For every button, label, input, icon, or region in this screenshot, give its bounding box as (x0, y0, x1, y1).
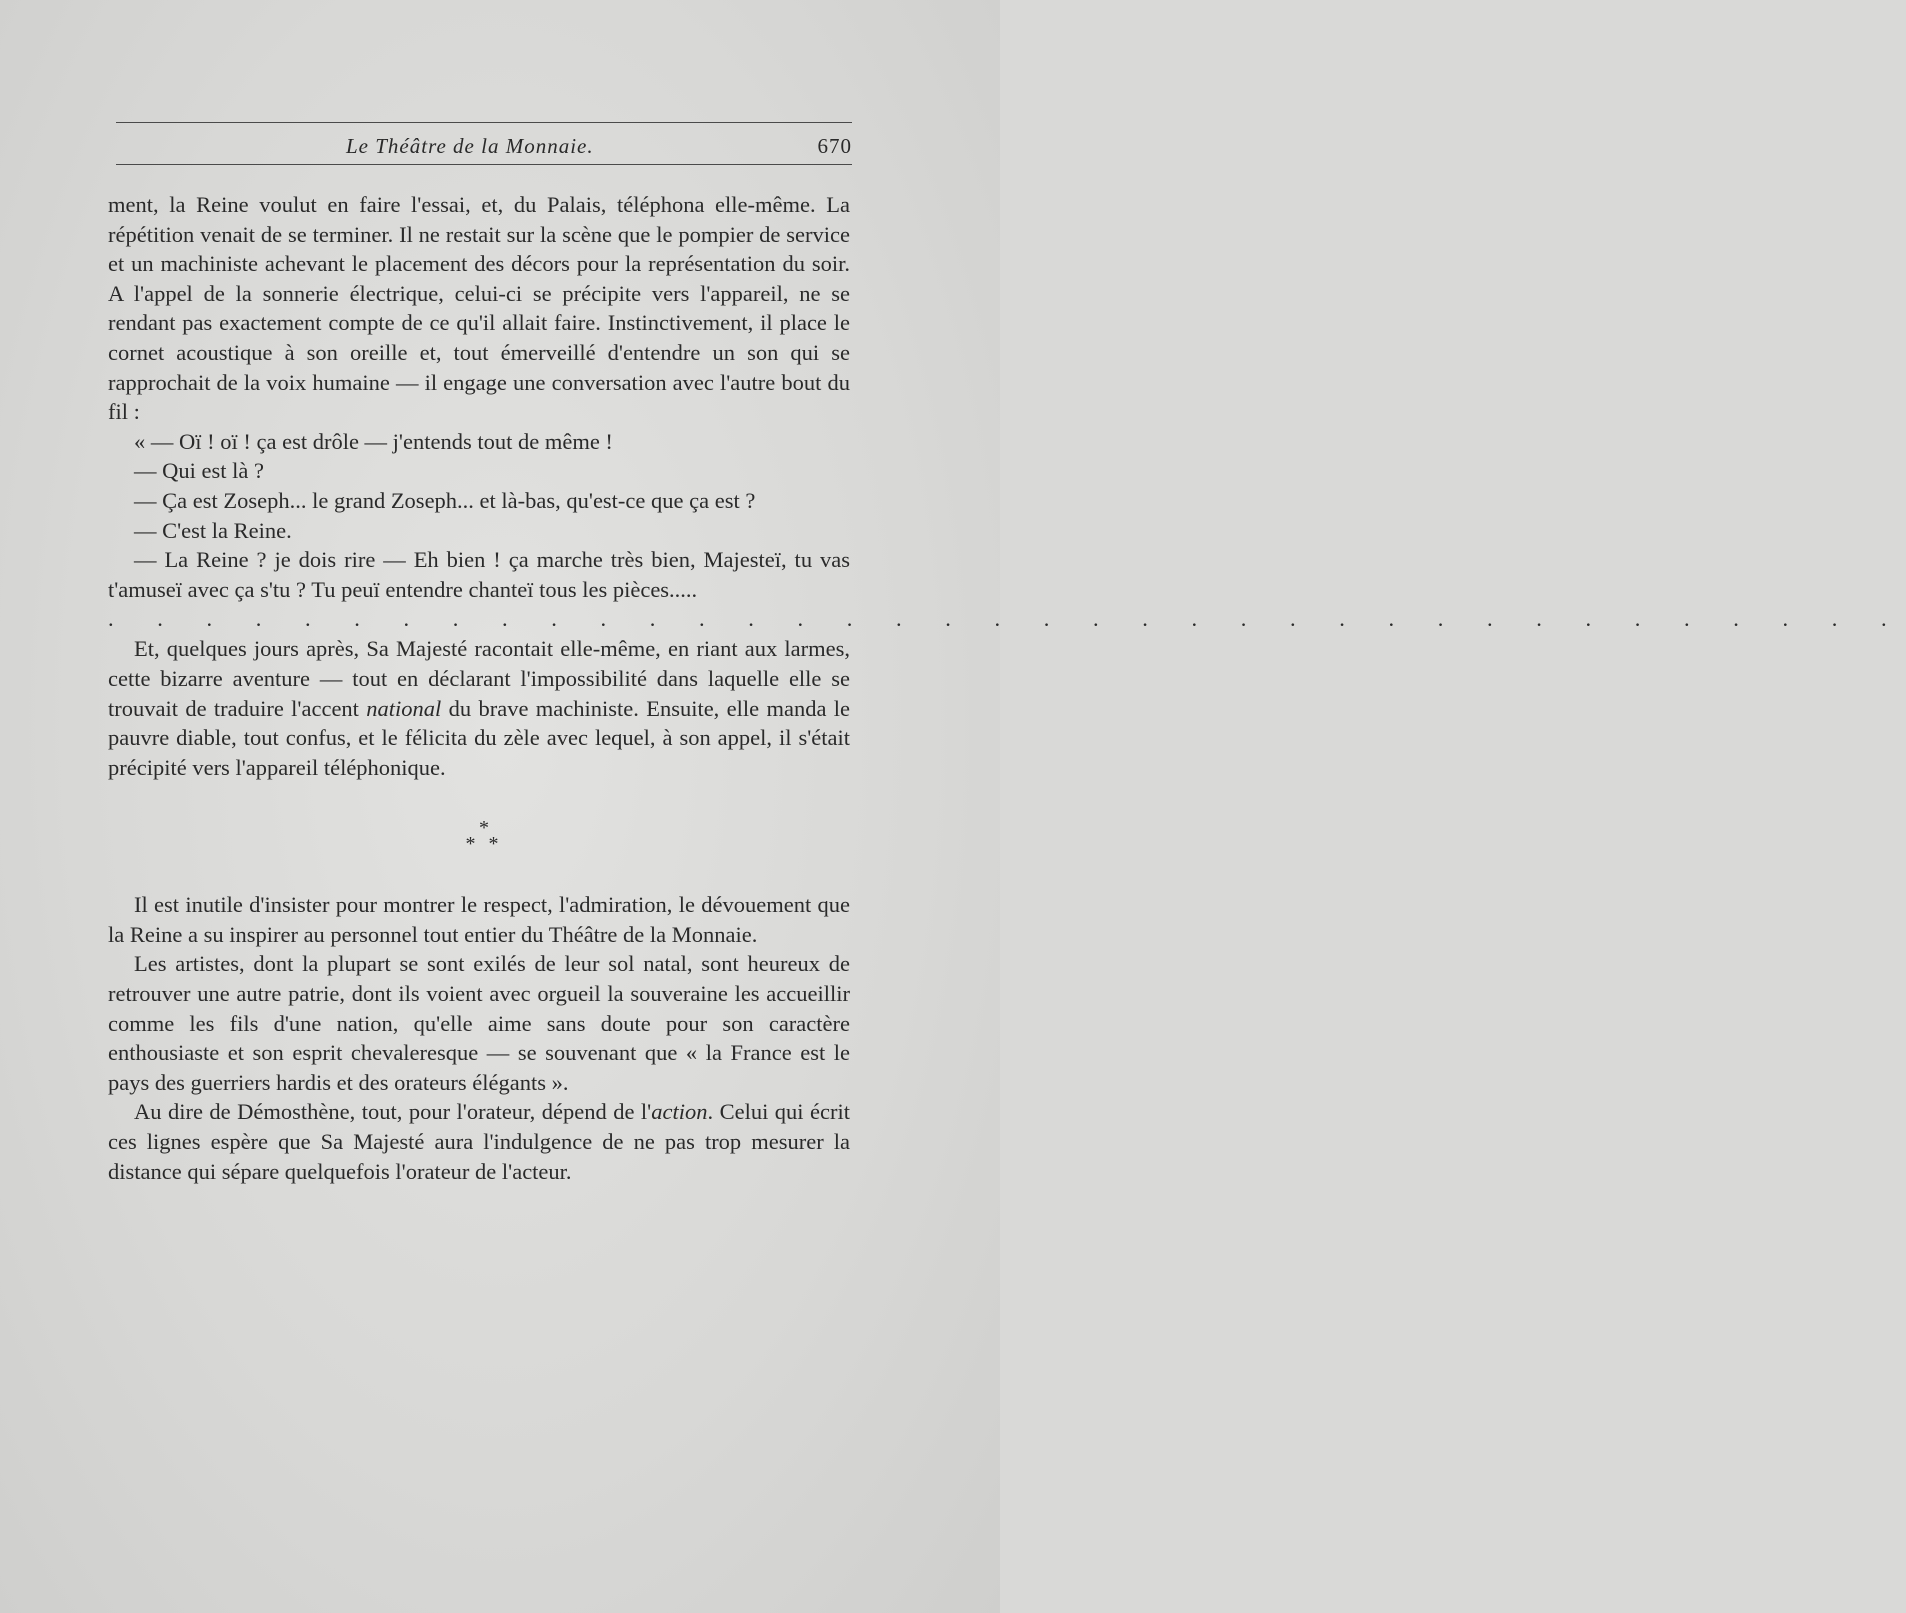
dialogue-line: — Ça est Zoseph... le grand Zoseph... et là-bas, qu'est-ce que ça est ? (134, 487, 756, 513)
paragraph (108, 634, 850, 782)
dialogue-line: — Qui est là ? (134, 458, 264, 484)
asterism-top: * (479, 817, 489, 840)
italic-word: action (651, 1099, 708, 1125)
asterism-bottom: * * (465, 833, 503, 856)
section-asterism (108, 817, 850, 856)
page-number: 670 (817, 134, 852, 158)
running-header (116, 132, 852, 160)
body-text (108, 190, 1906, 1186)
header-bottom-rule (116, 164, 852, 165)
paragraph-text: . Celui qui écrit ces lignes espère que Sa Majesté aura l'indulgence de ne pas trop mesurer la distance qui sépare quelquefois l'orateur de l'acteur. (108, 1099, 851, 1184)
running-title: Le Théâtre de la Monnaie. (346, 134, 594, 158)
paragraph-text: du brave machiniste. Ensuite, elle manda le pauvre diable, tout confus, et le félicita du zèle avec lequel, à son appel, il s'était précipité vers l'appareil téléphonique. (108, 695, 850, 780)
paragraph: Il est inutile d'insister pour montrer le respect, l'admiration, le dévouement que la Reine a su inspirer au personnel tout entier du Théâtre de la Monnaie. (108, 892, 850, 947)
paragraph-continuation: ment, la Reine voulut en faire l'essai, et, du Palais, téléphona elle-même. La répétition venait de se terminer. Il ne restait sur la scène que le pompier de service et un machiniste achevant le placement des décors pour la représentation du soir. A l'appel de la sonnerie électrique, celui-ci se précipite vers l'appareil, ne se rendant pas exactement compte de ce qu'il allait faire. Instinctivement, il place le cornet acoustique à son oreille et, tout émerveillé d'entendre un son qui se rapprochait de la voix humaine — il engage une conversation avec l'autre bout du fil : (108, 192, 850, 425)
ellipsis-dot-line: . . . . . . . . . . . . . . . . . . . . . . . . . . . . . . . . . . . . . (108, 606, 1906, 632)
dialogue-line: — C'est la Reine. (134, 517, 292, 543)
paragraph (108, 1097, 850, 1186)
paragraph-text: Et, quelques jours après, Sa Majesté racontait elle-même, en riant aux larmes, cette bizarre aventure — tout en déclarant l'impossibilité dans laquelle elle se trouvait de traduire l'accent (108, 636, 850, 721)
paragraph: Les artistes, dont la plupart se sont exilés de leur sol natal, sont heureux de retrouver une autre patrie, dont ils voient avec orgueil la souveraine les accueillir comme les fils d'une nation, qu'elle aime sans doute pour son caractère enthousiaste et son esprit chevaleresque — se souvenant que « la France est le pays des guerriers hardis et des orateurs élégants ». (108, 951, 850, 1095)
header-top-rule (116, 122, 852, 123)
paragraph-text: Au dire de Démosthène, tout, pour l'orateur, dépend de l' (134, 1099, 652, 1125)
italic-word: national (366, 695, 442, 721)
dialogue-line: — La Reine ? je dois rire — Eh bien ! ça marche très bien, Majesteï, tu vas t'amuseï avec ça s'tu ? Tu peuï entendre chanteï tous les pièces..... (108, 547, 850, 602)
dialogue-line: « — Oï ! oï ! ça est drôle — j'entends tout de même ! (134, 428, 613, 454)
